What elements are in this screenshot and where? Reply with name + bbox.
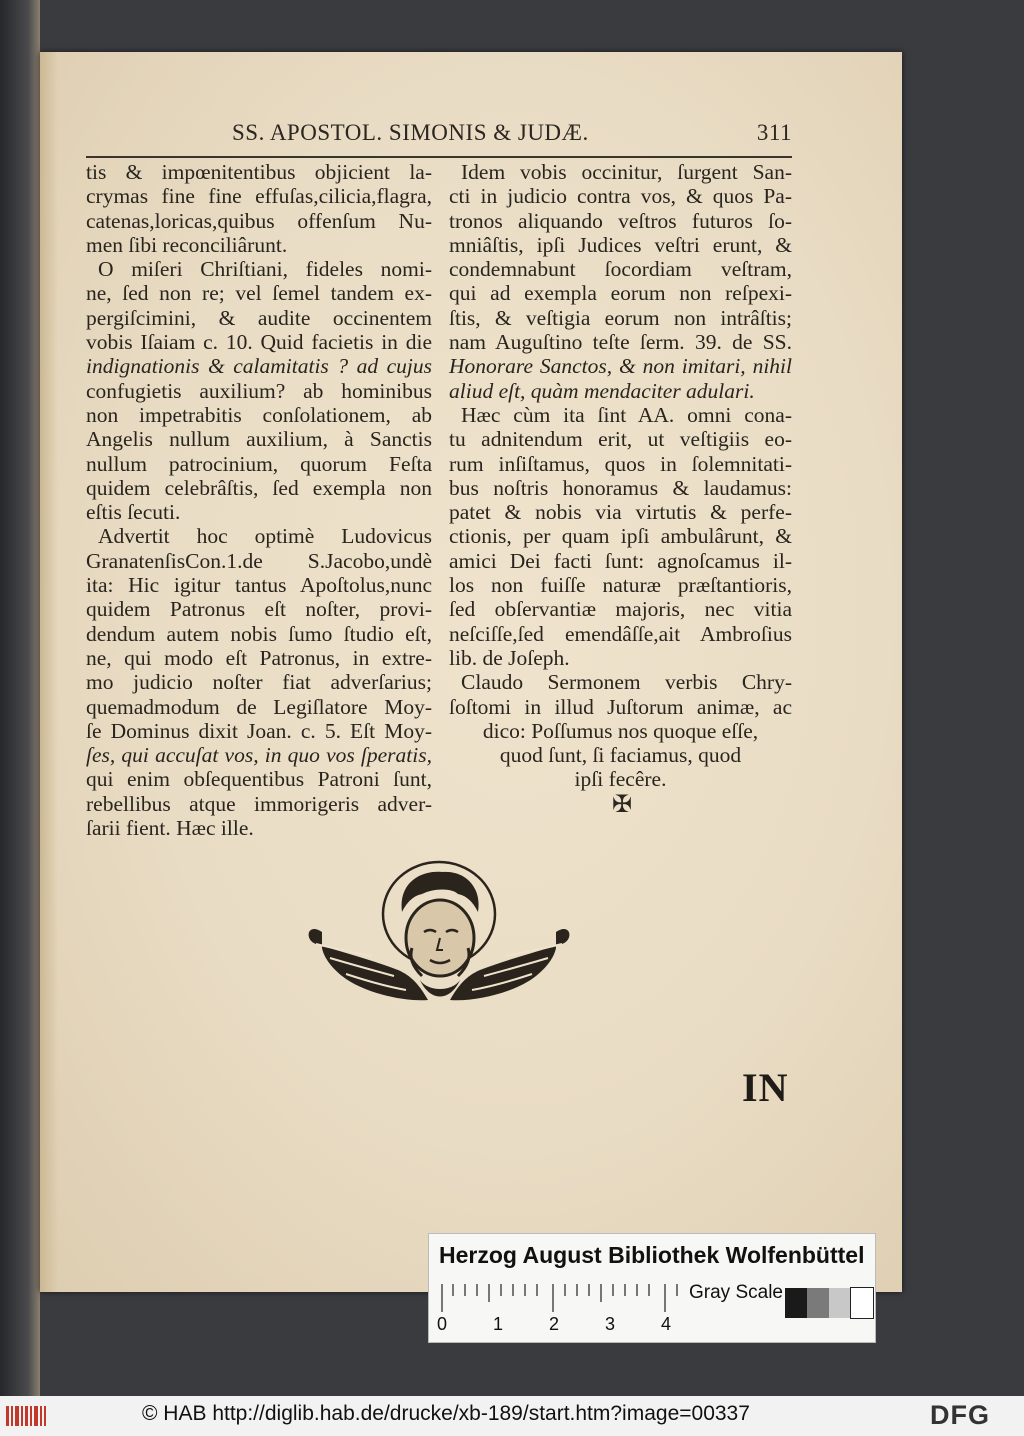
text-line: rum inſiſtamus, quos in ſolemnitati-	[449, 451, 792, 476]
text-line: dico: Poſſumus nos quoque eſſe,	[482, 718, 759, 743]
scale-ruler	[441, 1284, 685, 1312]
text-line: pergiſcimini, & audite occinentem	[86, 305, 432, 330]
scale-number: 3	[605, 1314, 616, 1334]
gray-swatch	[807, 1288, 829, 1318]
text-line: GranatenſisCon.1.de S.Jacobo,undè	[86, 548, 432, 573]
gray-swatch	[785, 1288, 807, 1318]
text-line: crymas fine fine effuſas,cilicia,flagra,	[86, 184, 432, 209]
text-line: ſes, qui accuſat vos, in quo vos ſperatis,	[86, 743, 432, 768]
text-line: quod ſunt, ſi faciamus, quod	[499, 743, 742, 768]
text-line: Honorare Sanctos, & non imitari, nihil	[449, 354, 792, 379]
text-line: eſtis ſecuti.	[86, 500, 181, 525]
text-line: ſe Dominus dixit Joan. c. 5. Eſt Moy-	[86, 718, 432, 743]
text-line: tis & impœnitentibus objicient la-	[86, 160, 432, 184]
text-line: nam Auguſtino teſte ſerm. 39. de SS.	[449, 330, 792, 355]
scale-number: 1	[493, 1314, 504, 1334]
text-line: men ſibi reconciliârunt.	[86, 232, 288, 257]
viewer-footer	[0, 1396, 1024, 1436]
barcode-icon	[6, 1404, 46, 1428]
text-line: ſtis, & veſtigia eorum non intrâſtis;	[449, 305, 792, 330]
text-line: lib. de Joſeph.	[449, 645, 570, 670]
left-column	[86, 160, 432, 840]
dfg-logo: DFG	[930, 1400, 990, 1430]
text-line: ſoſtomi in illud Juſtorum animæ, ac	[449, 694, 792, 719]
text-line: vobis Iſaiam c. 10. Quid facietis in die	[86, 330, 432, 355]
gray-swatch	[829, 1288, 851, 1318]
running-header	[232, 120, 792, 154]
text-line: cti in judicio contra vos, & quos Pa-	[449, 184, 792, 209]
library-color-card	[428, 1233, 876, 1343]
text-line: ſarii fient. Hæc ille.	[86, 816, 254, 841]
scale-number: 0	[437, 1314, 448, 1334]
scale-number: 4	[661, 1314, 672, 1334]
text-line: Claudo Sermonem verbis Chry-	[461, 670, 792, 695]
text-line: O miſeri Chriſtiani, fideles nomi-	[98, 257, 432, 282]
text-line: amici Dei facti ſunt: agnoſcamus il-	[449, 548, 792, 573]
text-line: ipſi fecêre.	[574, 767, 667, 792]
text-line: ita: Hic igitur tantus Apoſtolus,nunc	[86, 573, 432, 598]
text-line: los non fuiſſe naturæ præſtantioris,	[449, 573, 792, 598]
text-line: confugietis auxilium? ab hominibus	[86, 378, 432, 403]
text-line: quidem Patronus eſt noſter, provi-	[86, 597, 432, 622]
text-line: quemadmodum de Legiſlatore Moy-	[86, 694, 432, 719]
text-line: indignationis & calamitatis ? ad cujus	[86, 354, 432, 379]
text-line: ctionis, per quam ipſi ambulârunt, &	[449, 524, 792, 549]
text-line: dendum autem nobis ſumo ſtudio eſt,	[86, 621, 432, 646]
gray-scale-label: Gray Scale	[689, 1282, 783, 1303]
text-line: catenas,loricas,quibus offenſum Nu-	[86, 208, 432, 233]
text-line: tu adnitendum erit, ut veſtigiis eo-	[449, 427, 792, 452]
end-cross-ornament: ✠	[612, 792, 633, 818]
text-line: ne, qui modo eſt Patronus, in extre-	[86, 645, 432, 670]
header-rule	[86, 156, 792, 158]
text-line: mo judicio noſter fiat adverſarius;	[86, 670, 432, 695]
text-line: condemnabunt ſocordiam veſtram,	[449, 257, 792, 282]
text-line: neſciſſe,ſed emendâſſe,ait Ambroſius	[449, 621, 792, 646]
text-line: Idem vobis occinitur, ſurgent San-	[461, 160, 792, 184]
text-line: ſed obſervantiæ majoris, nec vitia	[449, 597, 792, 622]
text-line: rebellibus atque immorigeris adver-	[86, 791, 432, 816]
text-line: qui ad exempla eorum non reſpexi-	[449, 281, 792, 306]
text-line: Angelis nullum auxilium, à Sanctis	[86, 427, 432, 452]
cherub-vignette	[302, 852, 576, 1024]
page-number: 311	[756, 120, 792, 145]
gray-swatch	[851, 1288, 873, 1318]
library-name: Herzog August Bibliothek Wolfenbüttel	[439, 1242, 865, 1268]
text-line: quidem celebrâſtis, ſed exempla non	[86, 475, 432, 500]
running-title: SS. APOSTOL. SIMONIS & JUDÆ.	[232, 120, 589, 145]
text-line: patet & nobis via virtutis & perfe-	[449, 500, 792, 525]
text-line: aliud eſt, quàm mendaciter adulari.	[449, 378, 755, 403]
right-column	[449, 160, 792, 792]
page-gutter-shadow	[40, 52, 58, 1292]
text-line: tronos aliquando veſtros futuros ſo-	[449, 208, 792, 233]
text-line: ne, ſed non re; vel ſemel tandem ex-	[86, 281, 432, 306]
text-line: Advertit hoc optimè Ludovicus	[98, 524, 432, 549]
text-line: bus noſtris honoramus & laudamus:	[449, 475, 792, 500]
scan-background	[0, 0, 40, 1396]
text-line: non impetrabitis conſolationem, ab	[86, 402, 432, 427]
catchword: IN	[742, 1065, 789, 1110]
text-line: nullum patrocinium, quorum Feſta	[86, 451, 432, 476]
text-line: qui enim obſequentibus Patroni ſunt,	[86, 767, 432, 792]
text-line: mniâſtis, ipſi Judices veſtri erunt, &	[449, 232, 792, 257]
copyright-link[interactable]: © HAB http://diglib.hab.de/drucke/xb-189/start.htm?image=00337	[142, 1402, 750, 1425]
text-line: Hæc cùm ita ſint AA. omni cona-	[461, 402, 792, 427]
scale-number: 2	[549, 1314, 560, 1334]
